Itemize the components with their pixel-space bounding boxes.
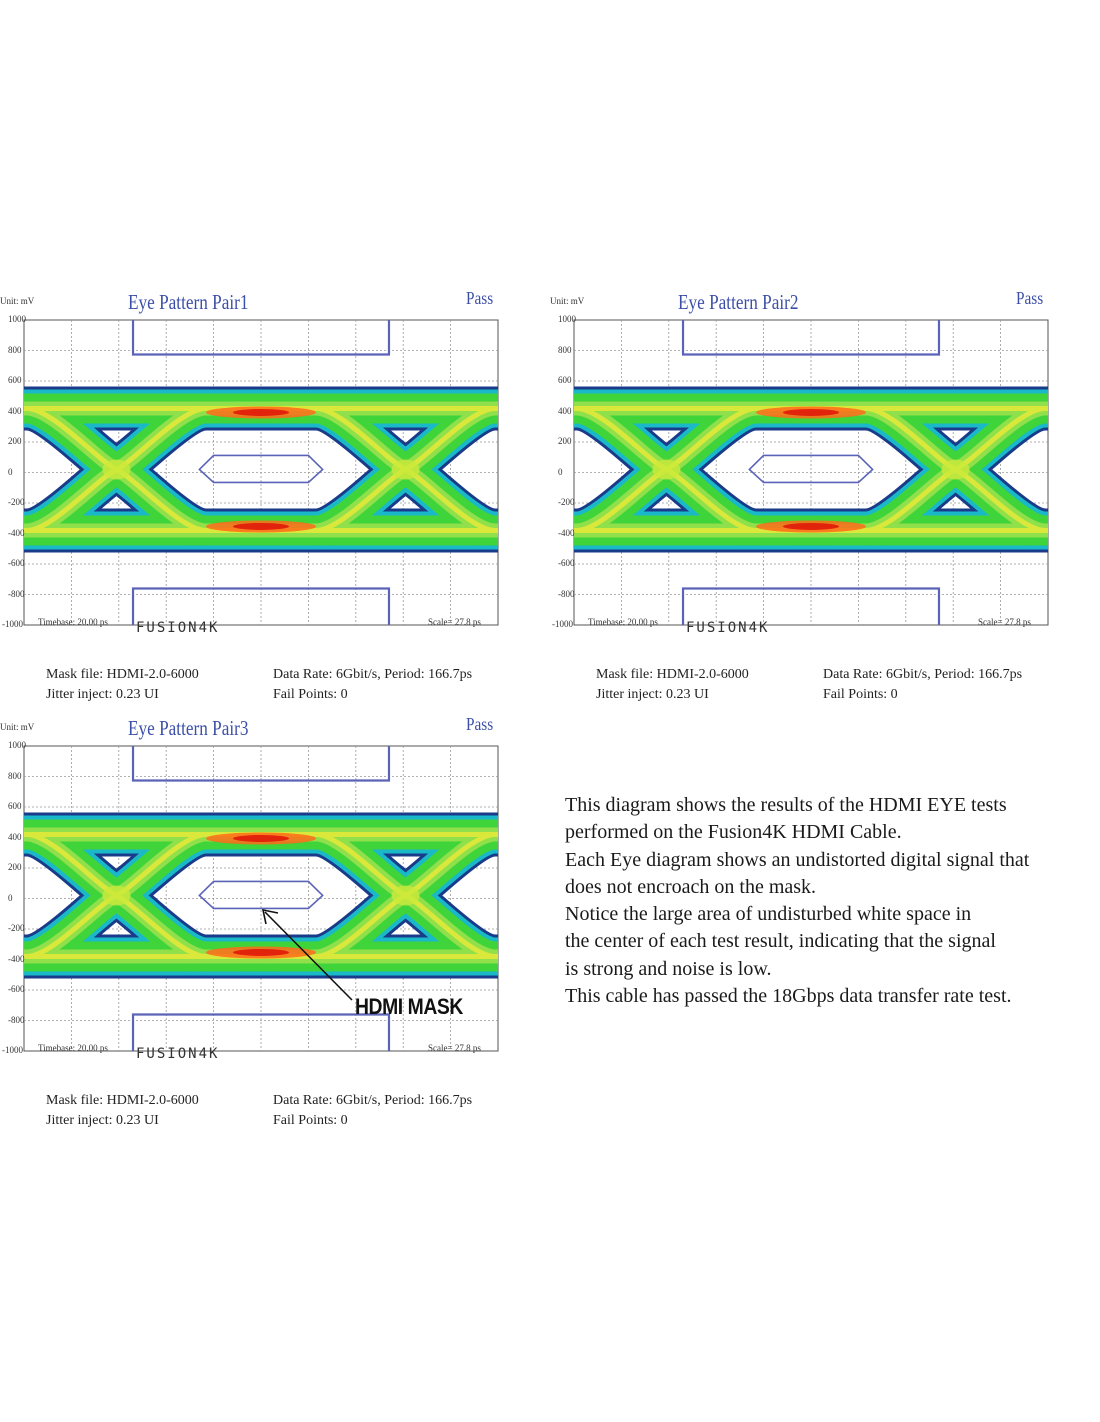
- mask-file: Mask file: HDMI-2.0-6000: [46, 1093, 199, 1108]
- description-text: [565, 792, 1100, 1010]
- hot-spot: [233, 835, 289, 842]
- y-tick-label: 600: [8, 375, 22, 385]
- scale-label: Scale= 27.8 ps: [978, 617, 1031, 627]
- hdmi-mask-label: HDMI MASK: [355, 994, 463, 1019]
- mask-file: Mask file: HDMI-2.0-6000: [596, 667, 749, 682]
- y-tick-label: 800: [8, 770, 22, 781]
- hot-spot: [783, 409, 839, 416]
- jitter-inject: Jitter inject: 0.23 UI: [596, 687, 709, 702]
- y-tick-label: 200: [8, 862, 22, 872]
- description-line: performed on the Fusion4K HDMI Cable.: [565, 821, 902, 844]
- y-tick-label: -200: [558, 497, 575, 507]
- y-tick-label: -600: [8, 984, 25, 994]
- y-tick-label: 200: [558, 436, 572, 446]
- brand-label: FUSION4K: [136, 1046, 220, 1062]
- data-rate: Data Rate: 6Gbit/s, Period: 166.7ps: [823, 667, 1023, 682]
- y-tick-label: 400: [558, 405, 572, 416]
- y-tick-label: -400: [558, 527, 575, 538]
- pass-result: Pass: [466, 288, 494, 308]
- crossing-spot: [392, 459, 420, 479]
- y-tick-label: 600: [8, 801, 22, 811]
- y-tick-label: -1000: [2, 1045, 23, 1055]
- timebase-label: Timebase: 20.00 ps: [588, 617, 658, 627]
- eye-diagram-svg: [550, 290, 1070, 650]
- y-tick-label: -800: [8, 1014, 25, 1025]
- timebase-label: Timebase: 20.00 ps: [38, 617, 108, 627]
- brand-label: FUSION4K: [136, 620, 220, 636]
- description-line: the center of each test result, indicating that the signal: [565, 930, 996, 953]
- unit-label: Unit: mV: [0, 296, 35, 306]
- description-line: This cable has passed the 18Gbps data transfer rate test.: [565, 985, 1012, 1008]
- eye-diagram-svg: [0, 290, 520, 650]
- fail-points: Fail Points: 0: [273, 1113, 348, 1128]
- pass-result: Pass: [1016, 288, 1044, 308]
- description-line: does not encroach on the mask.: [565, 875, 817, 898]
- y-tick-label: 400: [8, 405, 22, 416]
- y-tick-label: -800: [8, 588, 25, 599]
- crossing-spot: [392, 885, 420, 905]
- scale-label: Scale= 27.8 ps: [428, 617, 481, 627]
- timebase-label: Timebase: 20.00 ps: [38, 1043, 108, 1053]
- eye-pattern-panel-2: [550, 290, 1070, 710]
- description-line: Each Eye diagram shows an undistorted digital signal that: [565, 848, 1030, 871]
- description-line: Notice the large area of undisturbed white space in: [565, 903, 972, 926]
- y-tick-label: 0: [558, 466, 563, 477]
- crossing-spot: [102, 885, 130, 905]
- y-tick-label: -200: [8, 923, 25, 933]
- crossing-spot: [942, 459, 970, 479]
- y-tick-label: -200: [8, 497, 25, 507]
- fail-points: Fail Points: 0: [273, 687, 348, 702]
- y-tick-label: -800: [558, 588, 575, 599]
- scale-label: Scale= 27.8 ps: [428, 1043, 481, 1053]
- crossing-spot: [102, 459, 130, 479]
- y-tick-label: 0: [8, 466, 13, 477]
- y-tick-label: -400: [8, 527, 25, 538]
- y-tick-label: -1000: [552, 619, 573, 629]
- jitter-inject: Jitter inject: 0.23 UI: [46, 1113, 159, 1128]
- chart-title: Eye Pattern Pair1: [128, 290, 249, 314]
- description-line: This diagram shows the results of the HDMI EYE tests: [565, 794, 1007, 816]
- hot-spot: [233, 949, 289, 956]
- y-tick-label: 0: [8, 892, 13, 903]
- data-rate: Data Rate: 6Gbit/s, Period: 166.7ps: [273, 667, 473, 682]
- mask-file: Mask file: HDMI-2.0-6000: [46, 667, 199, 682]
- unit-label: Unit: mV: [550, 296, 585, 306]
- hot-spot: [783, 523, 839, 530]
- y-tick-label: 600: [558, 375, 572, 385]
- y-tick-label: -600: [8, 558, 25, 568]
- y-tick-label: 400: [8, 831, 22, 842]
- chart-title: Eye Pattern Pair2: [678, 290, 799, 314]
- description-line: is strong and noise is low.: [565, 957, 772, 980]
- y-tick-label: -600: [558, 558, 575, 568]
- eye-pattern-panel-3: [0, 716, 520, 1136]
- y-tick-label: 1000: [8, 740, 26, 750]
- y-tick-label: 800: [558, 344, 572, 355]
- eye-diagram-svg: [0, 716, 520, 1076]
- pass-result: Pass: [466, 714, 494, 734]
- y-tick-label: -1000: [2, 619, 23, 629]
- crossing-spot: [652, 459, 680, 479]
- y-tick-label: -400: [8, 953, 25, 964]
- brand-label: FUSION4K: [686, 620, 770, 636]
- hot-spot: [233, 409, 289, 416]
- y-tick-label: 200: [8, 436, 22, 446]
- y-tick-label: 1000: [558, 314, 576, 324]
- jitter-inject: Jitter inject: 0.23 UI: [46, 687, 159, 702]
- eye-pattern-panel-1: [0, 290, 520, 710]
- data-rate: Data Rate: 6Gbit/s, Period: 166.7ps: [273, 1093, 473, 1108]
- unit-label: Unit: mV: [0, 722, 35, 732]
- y-tick-label: 800: [8, 344, 22, 355]
- chart-title: Eye Pattern Pair3: [128, 716, 249, 740]
- fail-points: Fail Points: 0: [823, 687, 898, 702]
- y-tick-label: 1000: [8, 314, 26, 324]
- hot-spot: [233, 523, 289, 530]
